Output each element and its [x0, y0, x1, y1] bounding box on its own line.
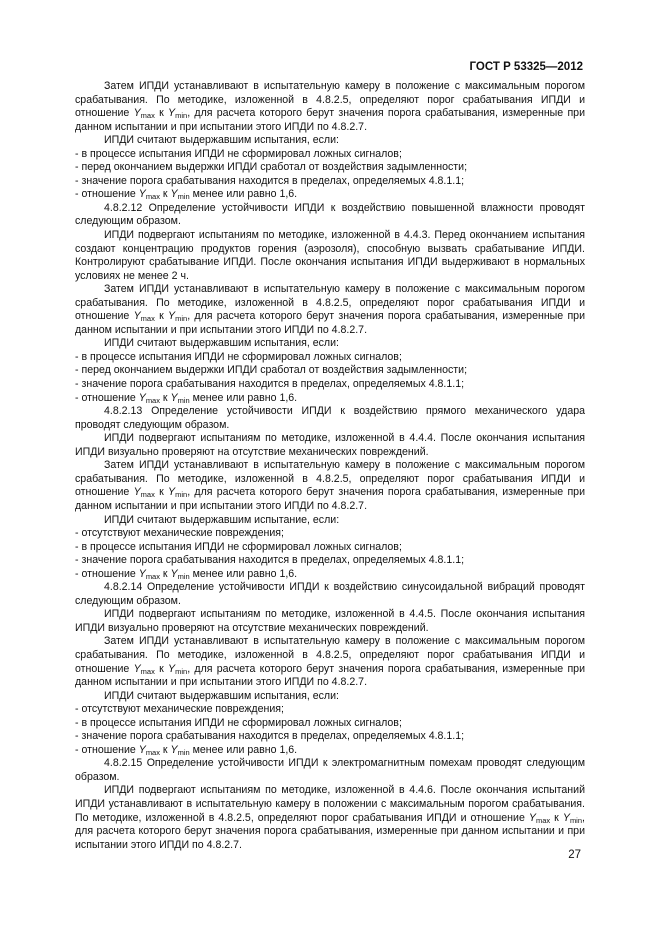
paragraph: ИПДИ считают выдержавшим испытания, если: [104, 337, 339, 350]
page-body [75, 80, 585, 852]
paragraph: ИПДИ подвергают испытаниям по методике, изложенной в 4.4.3. Перед окончанием испытания создают концентрацию продуктов горения (аэрозоля), способную вызвать срабатывание ИПДИ. Контролируют срабатывание ИПДИ. После окончания испытания ИПДИ выдерживают в нормальных условиях не менее 2 ч. [75, 229, 585, 282]
paragraph: Затем ИПДИ устанавливают в испытательную камеру в положение с максимальным порогом срабатывания. По методике, изложенной в 4.8.2.5, определяют порог срабатывания ИПДИ и отношение $Y_{max}$ к $Y_{min}$, для расчета которого берут значения порога срабатывания, измеренные при данном испытании и при испытании этого ИПДИ по 4.8.2.7. [75, 459, 585, 512]
section-heading: 4.8.2.12 Определение устойчивости ИПДИ к воздействию повышенной влажности проводят следующим образом. [75, 201, 585, 228]
paragraph: ИПДИ считают выдержавшим испытания, если: [104, 689, 339, 702]
list-item: - значение порога срабатывания находится в пределах, определяемых 4.8.1.1; [75, 730, 465, 743]
list-item: - отношение $Y_{max}$ к $Y_{min}$ менее или равно 1,6. [75, 188, 298, 202]
list-item: - значение порога срабатывания находится в пределах, определяемых 4.8.1.1; [75, 554, 465, 567]
paragraph: ИПДИ считают выдержавшим испытания, если: [104, 134, 339, 147]
paragraph: Затем ИПДИ устанавливают в испытательную камеру в положение с максимальным порогом срабатывания. По методике, изложенной в 4.8.2.5, определяют порог срабатывания ИПДИ и отношение $Y_{max}$ к $Y_{min}$, для расчета которого берут значения порога срабатывания, измеренные при данном испытании и при испытании этого ИПДИ по 4.8.2.7. [75, 283, 585, 336]
list-item: - перед окончанием выдержки ИПДИ сработал от воздействия задымленности; [75, 364, 468, 377]
section-heading: 4.8.2.14 Определение устойчивости ИПДИ к воздействию синусоидальной вибраций проводят следующим образом. [75, 581, 585, 607]
list-item: - в процессе испытания ИПДИ не сформировал ложных сигналов; [75, 147, 402, 160]
list-item: - отношение $Y_{max}$ к $Y_{min}$ менее или равно 1,6. [75, 743, 298, 757]
list-item: - в процессе испытания ИПДИ не сформировал ложных сигналов; [75, 540, 402, 553]
section-heading: 4.8.2.15 Определение устойчивости ИПДИ к электромагнитным помехам проводят следующим образом. [75, 757, 585, 783]
paragraph: Затем ИПДИ устанавливают в испытательную камеру в положение с максимальным порогом срабатывания. По методике, изложенной в 4.8.2.5, определяют порог срабатывания ИПДИ и отношение $Y_{max}$ к $Y_{min}$, для расчета которого берут значения порога срабатывания, измеренные при данном испытании и при испытании этого ИПДИ по 4.8.2.7. [75, 80, 585, 133]
list-item: - отсутствуют механические повреждения; [75, 527, 284, 540]
paragraph: ИПДИ считают выдержавшим испытание, если: [104, 513, 340, 526]
list-item: - в процессе испытания ИПДИ не сформировал ложных сигналов; [75, 716, 402, 729]
list-item: - в процессе испытания ИПДИ не сформировал ложных сигналов; [75, 350, 402, 363]
list-item: - значение порога срабатывания находится в пределах, определяемых 4.8.1.1; [75, 174, 465, 187]
paragraph: ИПДИ подвергают испытаниям по методике, изложенной в 4.4.6. После окончания испытаний ИПДИ устанавливают в испытательную камеру в положении с максимальным порогом срабатывания. По методике, изложенной в 4.8.2.5, определяют порог срабатывания ИПДИ и отношение $Y_{max}$ к $Y_{min}$, для расчета которого берут значения порога срабатывания, измеренные при данном испытании и при испытании этого ИПДИ по 4.8.2.7. [75, 784, 585, 851]
list-item: - перед окончанием выдержки ИПДИ сработал от воздействия задымленности; [75, 161, 468, 174]
list-item: - отношение $Y_{max}$ к $Y_{min}$ менее или равно 1,6. [75, 567, 298, 581]
section-heading: 4.8.2.13 Определение устойчивости ИПДИ к воздействию прямого механического удара проводят следующим образом. [75, 405, 585, 431]
paragraph: ИПДИ подвергают испытаниям по методике, изложенной в 4.4.4. После окончания испытания ИПДИ визуально проверяют на отсутствие механических повреждений. [75, 432, 585, 458]
paragraph: ИПДИ подвергают испытаниям по методике, изложенной в 4.4.5. После окончания испытания ИПДИ визуально проверяют на отсутствие механических повреждений. [75, 608, 585, 634]
list-item: - отношение $Y_{max}$ к $Y_{min}$ менее или равно 1,6. [75, 391, 298, 405]
paragraph: Затем ИПДИ устанавливают в испытательную камеру в положение с максимальным порогом срабатывания. По методике, изложенной в 4.8.2.5, определяют порог срабатывания ИПДИ и отношение $Y_{max}$ к $Y_{min}$, для расчета которого берут значения порога срабатывания, измеренные при данном испытании и при испытании этого ИПДИ по 4.8.2.7. [75, 635, 585, 689]
page-number: 27 [568, 849, 581, 861]
document-header: ГОСТ Р 53325—2012 [469, 61, 583, 73]
list-item: - значение порога срабатывания находится в пределах, определяемых 4.8.1.1; [75, 378, 465, 391]
list-item: - отсутствуют механические повреждения; [75, 703, 284, 716]
